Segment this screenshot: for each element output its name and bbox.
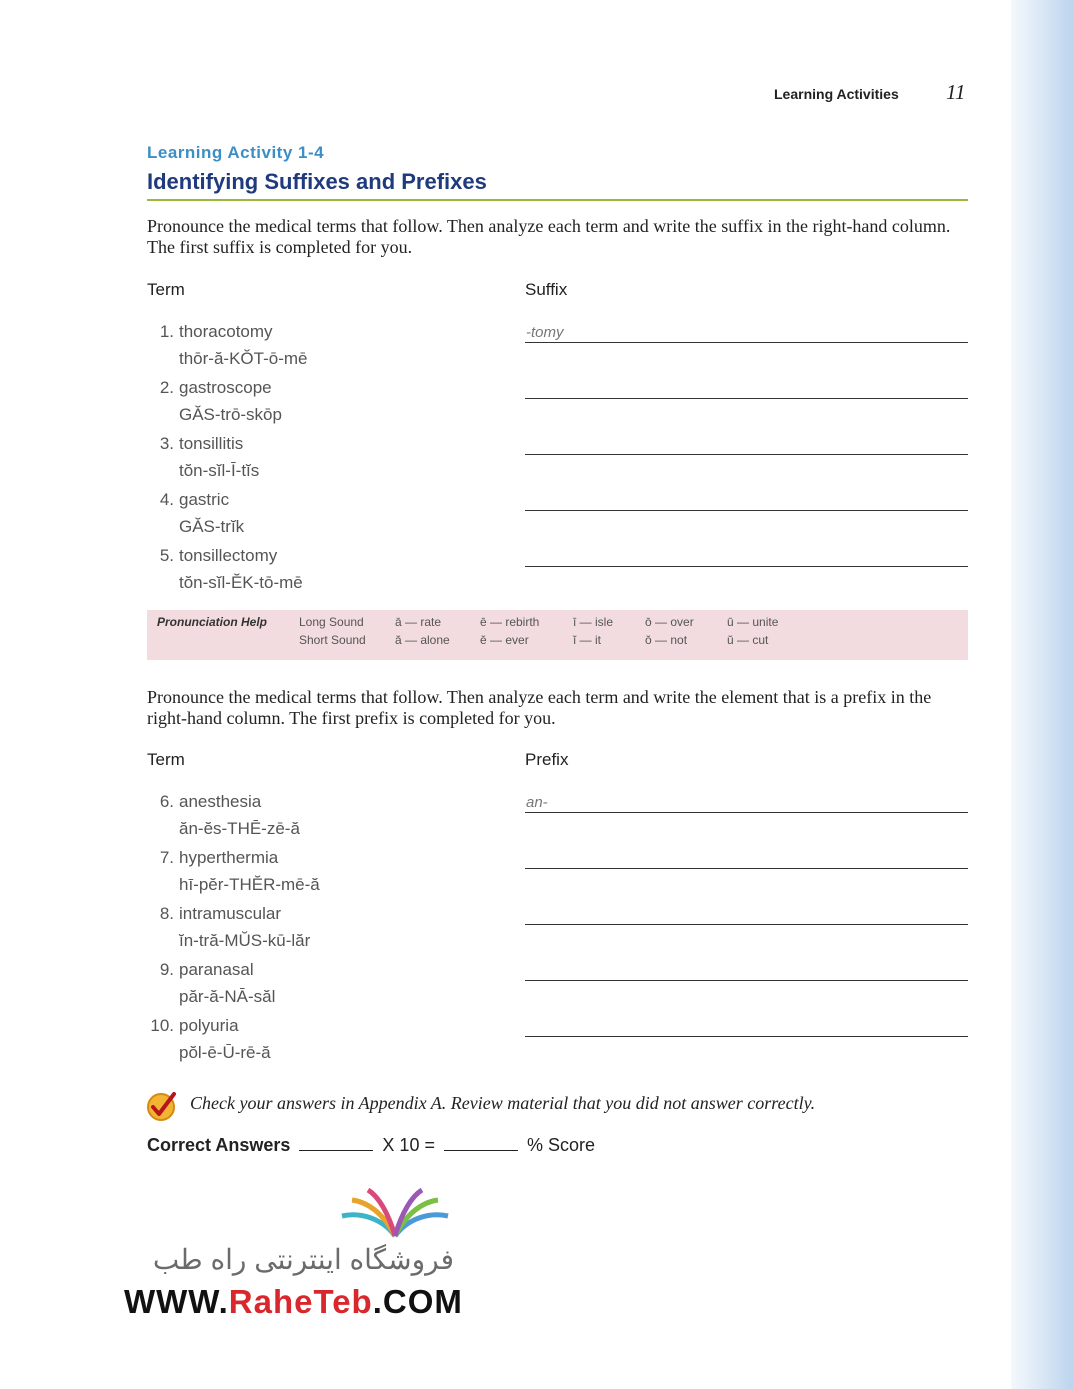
answer-line [525,812,968,813]
long-vowel: ā — rate [395,615,442,629]
multiplier-text: X 10 = [382,1135,435,1155]
answer-field[interactable]: -tomy [526,324,564,341]
suffix-term-header: Term [147,280,185,299]
item-pronunciation: tŏn-sĭl-Ī-tĭs [179,461,260,480]
answer-line [525,1036,968,1037]
score-line [147,1135,595,1156]
item-pronunciation: GĂS-trĭk [179,517,245,536]
score-blank[interactable] [444,1150,518,1151]
checkmark-icon [146,1090,178,1122]
correct-answers-label: Correct Answers [147,1135,291,1155]
score-label: % Score [527,1135,596,1155]
short-vowel: ă — alone [395,633,450,647]
answer-line [525,924,968,925]
item-pronunciation: GĂS-trō-skōp [179,405,282,424]
item-pronunciation: ăn-ĕs-THĒ-zē-ă [179,819,300,838]
item-number: 8. [159,904,174,923]
item-term: tonsillectomy [179,546,278,565]
item-number: 2. [159,378,174,397]
watermark-persian-text: فروشگاه اینترنتی راه طب [152,1244,454,1275]
url-prefix: WWW. [124,1283,229,1320]
short-vowel: ĕ — ever [480,633,529,647]
item-number: 9. [159,960,174,979]
item-pronunciation: ĭn-tră-MŬS-kū-lăr [179,931,311,950]
answer-line [525,454,968,455]
answer-field[interactable]: an- [526,794,548,811]
item-number: 3. [159,434,174,453]
short-vowel: ŏ — not [645,633,688,647]
long-vowel: ē — rebirth [480,615,540,629]
check-answers-text: Check your answers in Appendix A. Review material that you did not answer correctly. [190,1093,816,1113]
item-term: tonsillitis [179,434,244,453]
item-number: 4. [159,490,174,509]
answer-line [525,398,968,399]
suffix-answer-header: Suffix [525,280,568,299]
item-number: 6. [159,792,174,811]
pronunciation-help-box [147,610,968,660]
book-logo-icon [338,1188,452,1240]
help-title: Pronunciation Help [157,615,268,629]
answer-line [525,342,968,343]
item-term: gastroscope [179,378,272,397]
item-term: polyuria [179,1016,239,1035]
url-brand: RaheTeb [228,1283,373,1320]
item-number: 10. [150,1016,174,1035]
page-number: 11 [946,80,966,104]
item-number: 5. [159,546,174,565]
item-pronunciation: tŏn-sĭl-ĔK-tō-mē [179,573,303,592]
item-pronunciation: pŏl-ē-Ū-rē-ă [179,1043,271,1062]
item-term: thoracotomy [179,322,273,341]
long-vowel: ō — over [645,615,694,629]
item-number: 7. [159,848,174,867]
answer-line [525,566,968,567]
long-vowel: ī — isle [573,615,614,629]
short-vowel: ĭ — it [573,633,602,647]
page-edge-gradient [1011,0,1073,1389]
short-vowel: ŭ — cut [727,633,769,647]
item-term: anesthesia [179,792,262,811]
long-vowel: ū — unite [727,615,779,629]
url-suffix: .COM [372,1283,463,1320]
watermark-url [124,1283,463,1321]
short-sound-label: Short Sound [299,633,366,647]
answer-line [525,510,968,511]
suffix-instructions: Pronounce the medical terms that follow. Then analyze each term and write the suffix in the right-hand column. The first suffix is completed for you. [147,216,951,257]
item-term: intramuscular [179,904,282,923]
activity-title: Identifying Suffixes and Prefixes [147,169,487,194]
correct-answers-blank[interactable] [299,1150,373,1151]
item-pronunciation: păr-ă-NĀ-săl [179,987,276,1006]
prefix-term-header: Term [147,750,185,769]
running-head: Learning Activities [774,86,899,102]
prefix-instructions: Pronounce the medical terms that follow. Then analyze each term and write the element that is a prefix in the right-hand column. The first prefix is completed for you. [147,687,932,728]
item-term: paranasal [179,960,254,979]
long-sound-label: Long Sound [299,615,364,629]
item-term: gastric [179,490,230,509]
item-number: 1. [159,322,174,341]
item-pronunciation: thōr-ă-KŎT-ō-mē [179,349,308,368]
title-divider [147,199,968,201]
answer-line [525,868,968,869]
item-pronunciation: hī-pĕr-THĔR-mē-ă [179,875,320,894]
answer-line [525,980,968,981]
activity-label: Learning Activity 1-4 [147,143,325,162]
prefix-answer-header: Prefix [525,750,569,769]
item-term: hyperthermia [179,848,279,867]
